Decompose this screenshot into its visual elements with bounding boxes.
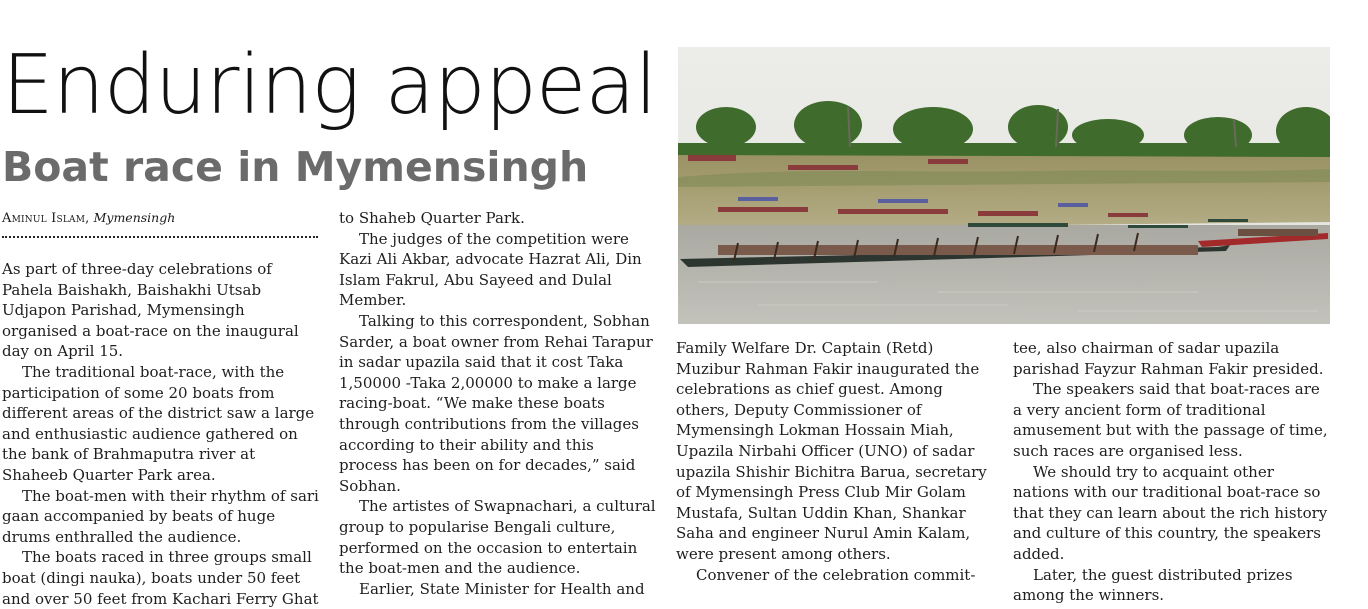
byline-author: Aminul Islam, [2,211,90,226]
article-column-2 [339,208,657,599]
column-4-paragraph-2: The speakers said that boat-races are a very ancient form of traditional amusement but with the passage of time, such races are organised less. [1013,380,1328,460]
column-2-paragraph-3: Talking to this correspondent, Sobhan Sarder, a boat owner from Rehai Tarapur in sadar upazila said that it cost Taka 1,50000 -Taka 2,00000 to make a large racing-boat. “We make these boats through contributions from the villages according to their ability and this process has been on for decades,” said Sobhan. [339,311,653,495]
article-subheadline: Boat race in Mymensingh [2,143,589,191]
column-1-paragraph-3: The boat-men with their rhythm of sari gaan accompanied by beats of huge drums enthralled the audience. [2,486,319,546]
boat-race-photo [678,47,1330,324]
column-3-paragraph-1: Family Welfare Dr. Captain (Retd) Muzibur Rahman Fakir inaugurated the celebrations as chief guest. Among others, Deputy Commissioner of Mymensingh Lokman Hossain Miah, Upazila Nirbahi Officer (UNO) of sadar upazila Shishir Bichitra Barua, secretary of Mymensingh Press Club Mir Golam Mustafa, Sultan Uddin Khan, Shankar Saha and engineer Nurul Amin Kalam, were present among others. [676,339,987,563]
byline-dotted-rule [2,236,318,238]
column-1-paragraph-1: As part of three-day celebrations of Pahela Baishakh, Baishakhi Utsab Udjapon Parishad, Mymensingh organised a boat-race on the inaugural day on April 15. [2,260,299,361]
column-2-paragraph-5: Earlier, State Minister for Health and [359,579,645,598]
byline [2,208,318,229]
column-4-paragraph-4: Later, the guest distributed prizes among the winners. [1013,565,1293,605]
byline-location: Mymensingh [93,210,176,225]
article-column-4 [1013,338,1333,606]
article-column-1 [2,259,322,609]
column-1-paragraph-4: The boats raced in three groups small boat (dingi nauka), boats under 50 feet and over 50 feet from Kachari Ferry Ghat [2,548,319,608]
column-4-paragraph-1: tee, also chairman of sadar upazila parishad Fayzur Rahman Fakir presided. [1013,339,1324,378]
column-2-paragraph-4: The artistes of Swapnachari, a cultural group to popularise Bengali culture, performed on the occasion to entertain the boat-men and the audience. [339,497,656,578]
column-4-paragraph-3: We should try to acquaint other nations with our traditional boat-race so that they can learn about the rich history and culture of this country, the speakers added. [1013,462,1328,563]
article-headline: Enduring appeal [2,38,657,133]
column-2-paragraph-1: to Shaheb Quarter Park. [339,209,525,227]
column-2-paragraph-2: The judges of the competition were Kazi Ali Akbar, advocate Hazrat Ali, Din Islam Fakrul, Abu Sayeed and Dulal Member. [339,229,642,310]
column-3-paragraph-2: Convener of the celebration commit- [696,565,976,584]
column-1-paragraph-2: The traditional boat-race, with the participation of some 20 boats from different areas of the district saw a large and enthusiastic audience gathered on the bank of Brahmaputra river at Shaheeb Quarter Park area. [2,362,315,484]
article-column-3 [676,338,994,585]
